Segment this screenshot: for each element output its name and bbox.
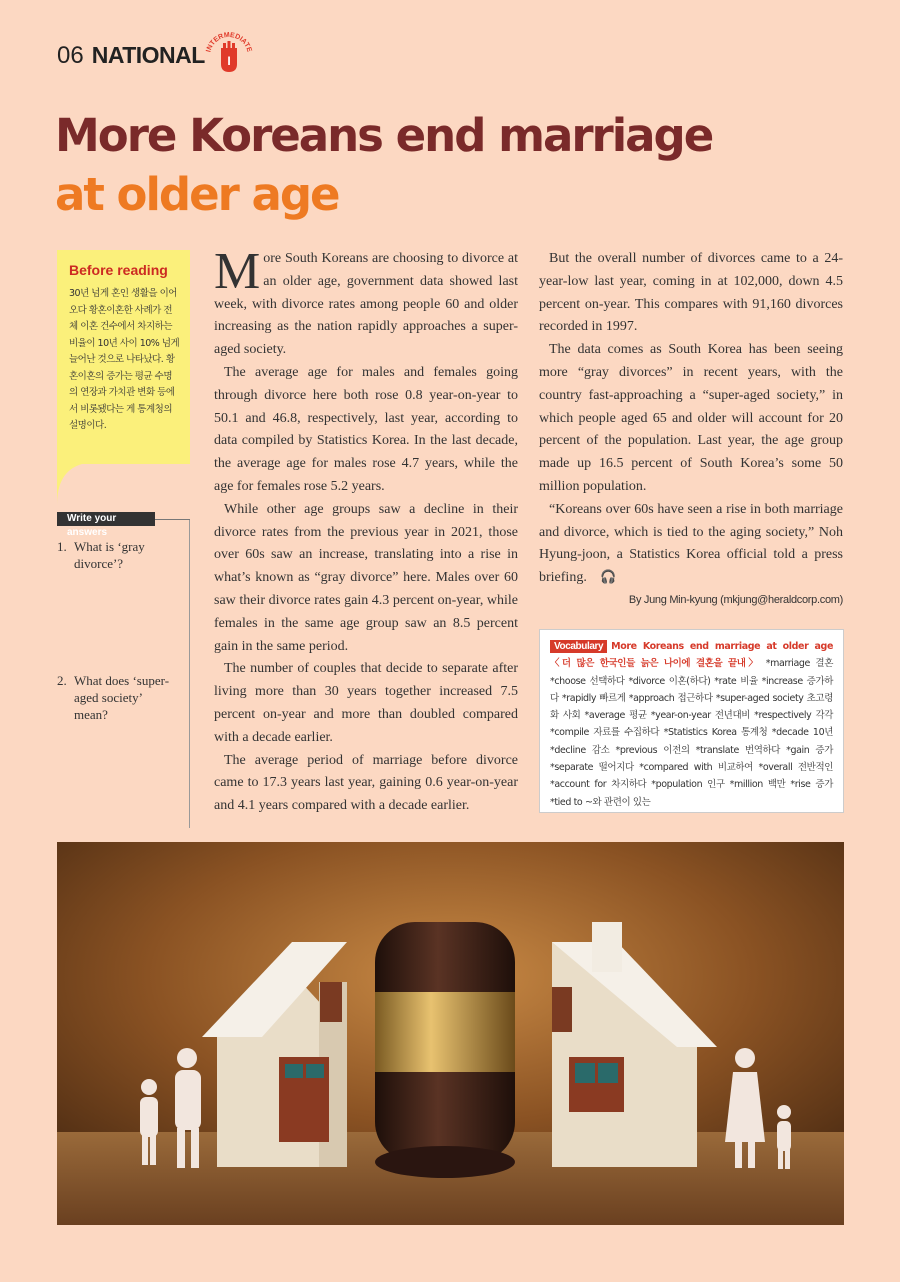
article-photo [57,842,844,1225]
article-paragraph: The data comes as South Korea has been seeing more “gray divorces” in recent years, with the country fast-approaching a “super-aged society,” in which people aged 65 and older will account for 20 percent of the population. Last year, the age group made up 16.5 percent of South Korea’s some 50 million population. [539,342,843,494]
write-answers-label: Write your answers [57,512,155,526]
before-reading-text: 30년 넘게 혼인 생활을 이어오다 황혼이혼한 사례가 전체 이혼 건수에서 차지하는 비율이 10년 사이 10% 넘게 늘어난 것으로 나타났다. 황혼이혼의 증가는 평균 수명의 연장과 가치관 변화 등에서 비롯됐다는 게 통계청의 설명이다. [69,288,180,431]
article-column-1 [214,243,518,818]
vocabulary-box [539,629,844,813]
question-number: 2. [57,673,67,688]
headline-line1: More Koreans end marriage [55,109,713,162]
vocabulary-headline: More Koreans end marriage at older age 〈더 많은 한국인들 늙은 나이에 결혼을 끝내〉 [550,641,833,670]
paragraph-text: ore South Koreans are choosing to divorce at an older age, government data showed last week, with divorce rates among people 60 and older increasing as the nation rapidly approaches a super-aged society. [214,251,518,358]
before-reading-title: Before reading [69,262,168,278]
question-1 [57,538,174,572]
question-number: 1. [57,539,67,554]
vocabulary-tag: Vocabulary [550,640,607,653]
article-paragraph: The number of couples that decide to separate after living more than 30 years together increased 7.5 percent on-year and more than doubled compared with a decade earlier. [214,661,518,745]
article-paragraph: The average age for males and females going through divorce here both rose 0.8 year-on-year to 50.1 and 46.8, respectively, last year, according to data compiled by Statistics Korea. In the last decade, the average age for males rose 4.7 years, while the age for females rose 5.2 years. [214,364,518,494]
headphone-icon[interactable]: 🎧 [600,570,617,586]
before-reading-box [57,250,190,464]
section-title: NATIONAL [91,42,205,68]
question-text: What is ‘gray divorce’? [74,539,145,571]
level-badge-icon [204,26,254,76]
article-paragraph [539,499,843,590]
page-number: 06 [57,42,84,69]
page-header [57,42,205,70]
article-paragraph: The average period of marriage before divorce came to 17.3 years last year, gaining 0.6 year-on-year and 4.1 years compared with a decade earlier. [214,752,518,814]
question-2 [57,672,174,723]
vocabulary-entries: *marriage 결혼 *choose 선택하다 *divorce 이혼(하다) *rate 비율 *increase 증가하다 *rapidly 빠르게 *approach 접근하다 *super-aged society 초고령화 사회 *average 평균 *year-on-year 전년대비 *respectively 각각 *compile 자료를 수집하다 *Statistics Korea 통계청 *decade 10년 *decline 감소 *previous 이전의 *translate 번역하다 *gain 증가 *separate 떨어지다 *compared with 비교하여 *overall 전반적인 *account for 차지하다 *population 인구 *million 백만 *rise 증가 *tied to ~와 관련이 있는 [550,658,833,808]
dropcap: M [214,243,261,300]
article-paragraph: But the overall number of divorces came to a 24-year-low last year, coming in at 102,000, down 4.5 percent on-year. This compares with 91,160 divorces recorded in 1997. [539,251,843,335]
article-column-2 [539,248,843,590]
article-paragraph [214,243,518,362]
question-text: What does ‘super-aged society’ mean? [74,673,170,722]
divider [155,519,190,520]
headline-line2: at older age [55,168,339,221]
paragraph-text: “Koreans over 60s have seen a rise in both marriage and divorce, which is tied to the aging society,” Noh Hyung-joon, a Statistics Korea official told a press briefing. [539,501,843,586]
level-badge-text: INTERMEDIATE [205,31,253,53]
article-paragraph: While other age groups saw a decline in their divorce rates from the previous year in 2021, those over 60s saw an increase, translating into a rise in what’s known as “gray divorce” here. Males over 60 saw their divorce rates gain 4.3 percent on-year, while females in the same age group saw an 8.5 percent gain in the same period. [214,501,518,654]
column-divider [189,520,190,828]
level-letter: I [227,54,231,68]
byline: By Jung Min-kyung (mkjung@heraldcorp.com) [628,594,843,606]
note-tail-shape [57,463,190,505]
